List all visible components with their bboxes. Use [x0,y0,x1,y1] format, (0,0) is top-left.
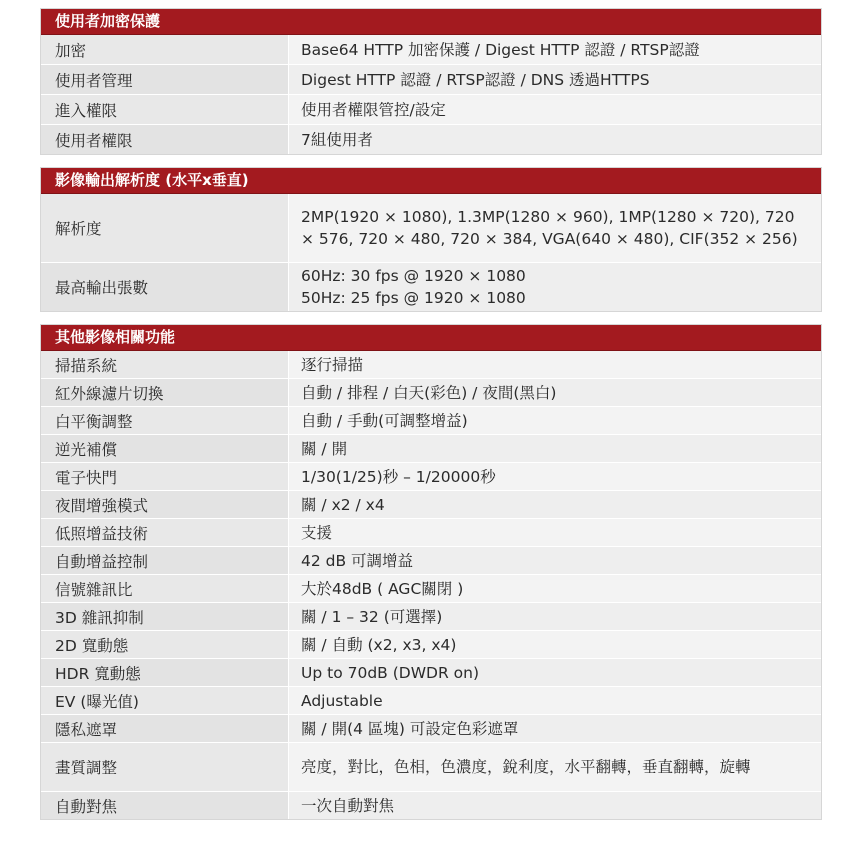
row-value: 2MP(1920 × 1080), 1.3MP(1280 × 960), 1MP(1280 × 720), 720 × 576, 720 × 480, 720 × 384, VGA(640 × 480), CIF(352 × 256) [289,194,821,262]
row-label: 進入權限 [41,95,289,124]
row-value: Adjustable [289,687,821,714]
row-label: EV (曝光值) [41,687,289,714]
row-value: 7組使用者 [289,125,821,154]
row-value: 支援 [289,519,821,546]
row-label: 最高輸出張數 [41,263,289,311]
table-row [41,35,821,64]
row-label: 加密 [41,35,289,64]
row-label: HDR 寬動態 [41,659,289,686]
section-video-resolution [40,167,822,312]
table-row [41,714,821,742]
row-value: 自動 / 手動(可調整增益) [289,407,821,434]
table-row [41,546,821,574]
row-label: 白平衡調整 [41,407,289,434]
section-title: 使用者加密保護 [41,9,821,35]
table-row [41,194,821,262]
table-row [41,742,821,791]
table-row [41,630,821,658]
row-value: 亮度，對比，色相，色濃度，銳利度，水平翻轉，垂直翻轉，旋轉 [289,743,821,791]
row-value: 使用者權限管控/設定 [289,95,821,124]
table-row [41,686,821,714]
row-value: 大於48dB ( AGC關閉 ) [289,575,821,602]
table-row [41,262,821,311]
table-row [41,94,821,124]
row-label: 解析度 [41,194,289,262]
table-row [41,124,821,154]
row-label: 畫質調整 [41,743,289,791]
table-row [41,64,821,94]
table-row [41,406,821,434]
row-value: 逐行掃描 [289,351,821,378]
spec-document [40,8,822,832]
row-value: 自動 / 排程 / 白天(彩色) / 夜間(黑白) [289,379,821,406]
row-value: 關 / 1 – 32 (可選擇) [289,603,821,630]
table-row [41,462,821,490]
row-label: 低照增益技術 [41,519,289,546]
table-row [41,791,821,819]
table-row [41,602,821,630]
table-row [41,490,821,518]
row-value: 關 / 自動 (x2, x3, x4) [289,631,821,658]
row-label: 自動增益控制 [41,547,289,574]
row-label: 紅外線濾片切換 [41,379,289,406]
row-label: 信號雜訊比 [41,575,289,602]
row-label: 掃描系統 [41,351,289,378]
row-value: 關 / 開(4 區塊) 可設定色彩遮罩 [289,715,821,742]
row-label: 使用者管理 [41,65,289,94]
section-user-security [40,8,822,155]
row-label: 3D 雜訊抑制 [41,603,289,630]
row-value: 60Hz: 30 fps @ 1920 × 1080 50Hz: 25 fps @ 1920 × 1080 [289,263,821,311]
row-value: 關 / x2 / x4 [289,491,821,518]
table-row [41,574,821,602]
row-label: 使用者權限 [41,125,289,154]
table-row [41,518,821,546]
row-label: 電子快門 [41,463,289,490]
row-value: Digest HTTP 認證 / RTSP認證 / DNS 透過HTTPS [289,65,821,94]
row-value: Up to 70dB (DWDR on) [289,659,821,686]
section-title: 影像輸出解析度 (水平x垂直) [41,168,821,194]
table-row [41,658,821,686]
section-title: 其他影像相關功能 [41,325,821,351]
row-label: 夜間增強模式 [41,491,289,518]
row-value: 1/30(1/25)秒 – 1/20000秒 [289,463,821,490]
row-label: 逆光補償 [41,435,289,462]
row-value: 一次自動對焦 [289,792,821,819]
row-label: 隱私遮罩 [41,715,289,742]
row-value: 42 dB 可調增益 [289,547,821,574]
table-row [41,378,821,406]
section-other-video-features [40,324,822,820]
row-label: 2D 寬動態 [41,631,289,658]
row-label: 自動對焦 [41,792,289,819]
table-row [41,351,821,378]
row-value: 關 / 開 [289,435,821,462]
table-row [41,434,821,462]
row-value: Base64 HTTP 加密保護 / Digest HTTP 認證 / RTSP認證 [289,35,821,64]
